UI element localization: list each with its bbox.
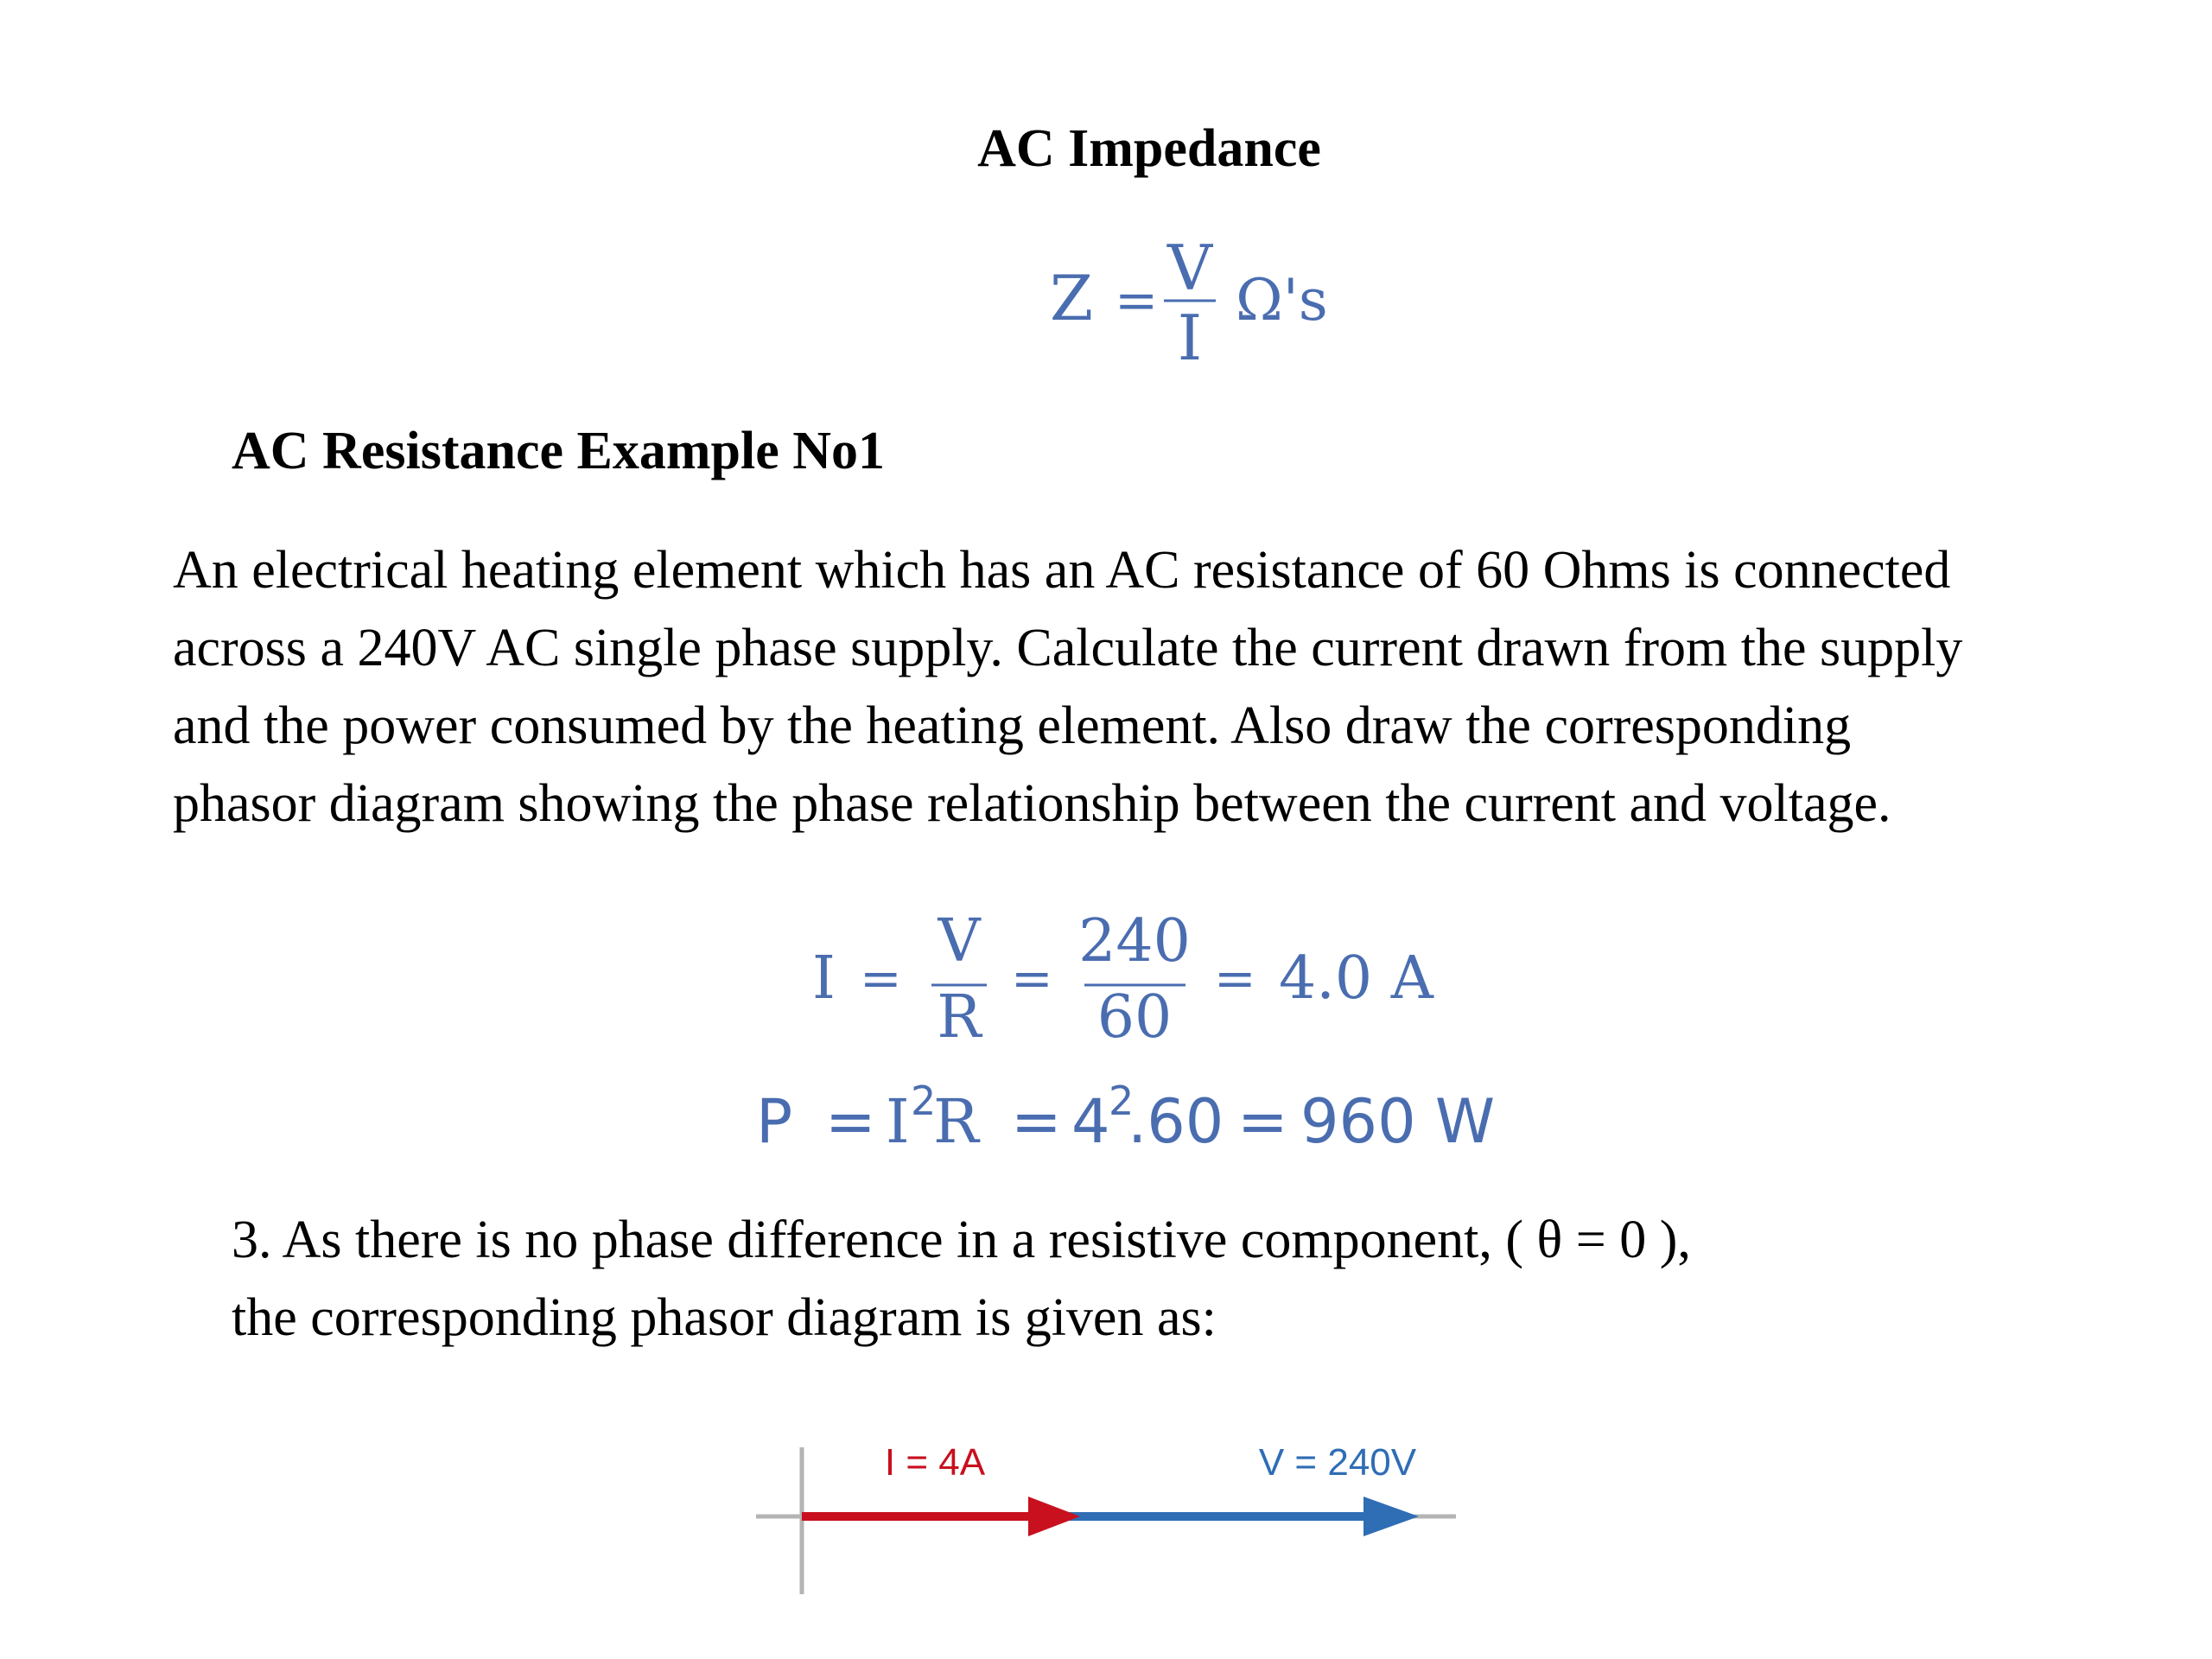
current-den1: R — [937, 983, 982, 1052]
power-p: P — [756, 1086, 793, 1157]
impedance-denominator: I — [1177, 302, 1203, 374]
power-eq1: = — [825, 1086, 876, 1157]
current-num2: 240 — [1078, 907, 1191, 976]
power-i: I — [886, 1086, 910, 1157]
current-eq1: = — [860, 949, 902, 1007]
phasor-diagram — [743, 1426, 1469, 1599]
current-phasor-arrowhead — [1028, 1497, 1080, 1536]
paragraph-line: and the power consumed by the heating element. Also draw the corresponding — [173, 696, 1852, 755]
power-exp2: 2 — [1109, 1077, 1135, 1124]
paragraph-line: An electrical heating element which has an AC resistance of 60 Ohms is connected — [173, 541, 1951, 600]
impedance-unit: Ω's — [1236, 267, 1328, 334]
phase-note — [232, 1201, 1691, 1357]
section-heading: AC Resistance Example No1 — [232, 422, 885, 480]
voltage-phasor-label: V = 240V — [1258, 1441, 1417, 1484]
power-r: R — [933, 1086, 979, 1157]
current-result: 4.0 A — [1279, 944, 1433, 1013]
paragraph-line: phasor diagram showing the phase relationship between the current and voltage. — [173, 774, 1891, 833]
power-four: 4 — [1071, 1086, 1110, 1157]
impedance-z: Z — [1050, 262, 1094, 334]
voltage-phasor-arrowhead — [1363, 1497, 1419, 1536]
power-eq3: = — [1237, 1086, 1288, 1157]
page-title: AC Impedance — [977, 119, 1321, 178]
power-eq2: = — [1011, 1086, 1062, 1157]
impedance-numerator: V — [1167, 232, 1212, 304]
power-result: 960 W — [1300, 1086, 1496, 1157]
current-eq2: = — [1011, 949, 1053, 1007]
power-exp1: 2 — [911, 1077, 937, 1124]
problem-paragraph — [173, 531, 2143, 842]
note-line: the corresponding phasor diagram is given as: — [232, 1288, 1217, 1347]
power-sixty: .60 — [1128, 1086, 1224, 1157]
current-phasor-label: I = 4A — [884, 1441, 986, 1484]
current-den2: 60 — [1096, 983, 1173, 1052]
current-num1: V — [938, 907, 981, 976]
paragraph-line: across a 240V AC single phase supply. Calculate the current drawn from the supply — [173, 619, 1963, 677]
current-eq3: = — [1214, 949, 1256, 1007]
current-i: I — [812, 944, 836, 1013]
note-line: 3. As there is no phase difference in a resistive component, ( θ = 0 ), — [232, 1211, 1691, 1269]
impedance-equals: = — [1115, 270, 1159, 331]
